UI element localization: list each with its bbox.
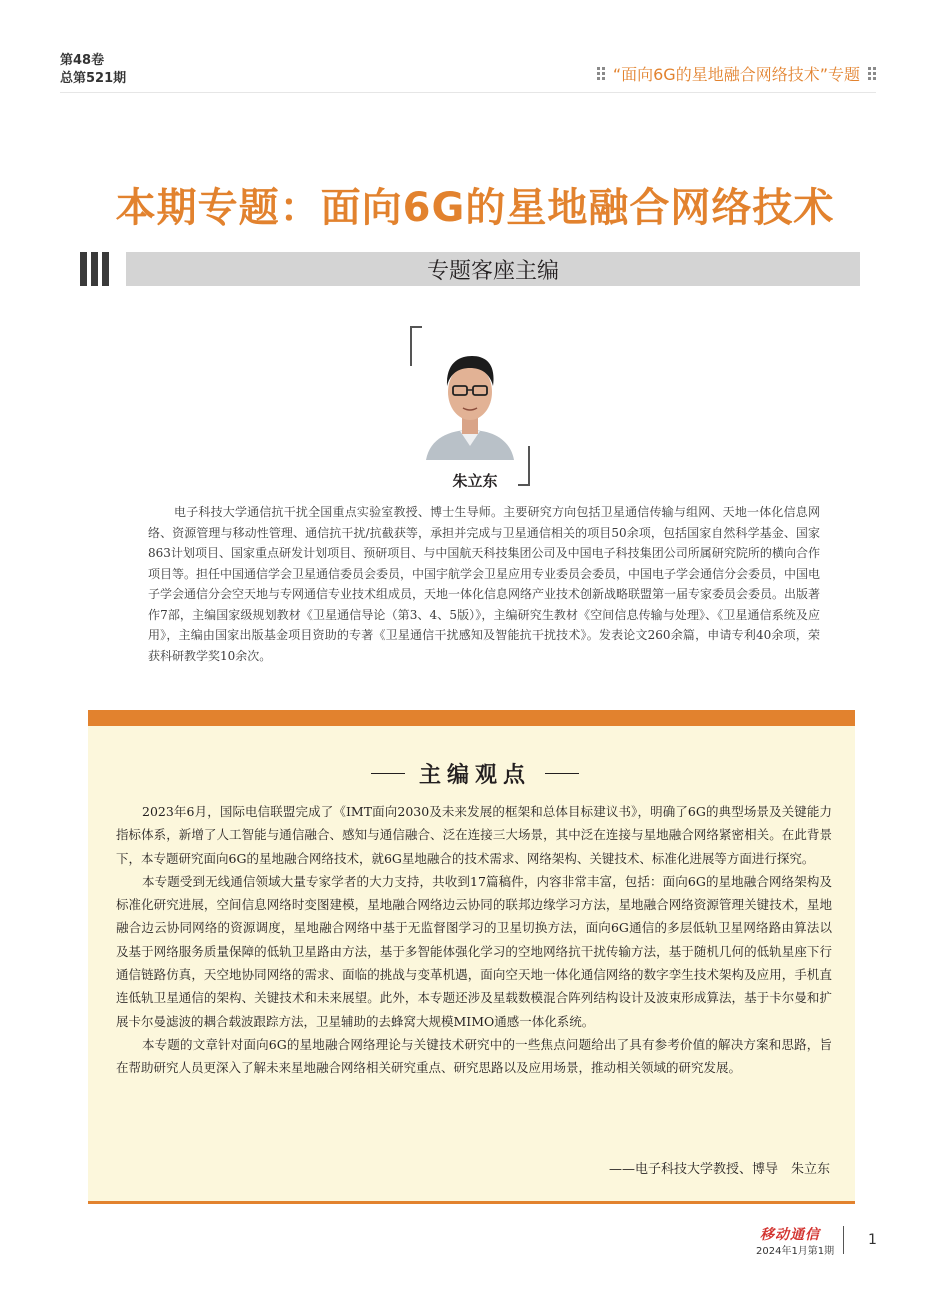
section-band — [126, 252, 860, 286]
viewpoint-signature: ——电子科技大学教授、博导 朱立东 — [608, 1162, 830, 1177]
footer-divider — [843, 1226, 844, 1254]
volume-label: 第48卷 — [60, 53, 105, 68]
viewpoint-text — [116, 800, 832, 1080]
viewpoint-paragraph: 本专题受到无线通信领域大量专家学者的大力支持，共收到17篇稿件，内容非常丰富，包括：面向6G的星地融合网络架构及标准化研究进展，空间信息网络时变图建模，星地融合网络边云协同的联邦边缘学习方法，星地融合网络资源管理关键技术，星地融合边云协同网络的资源调度，星地融合网络中基于无监督图学习的卫星切换方法，面向6G通信的多层低轨卫星网络路由算法以及基于网络服务质量保障的低轨卫星路由方法，基于多智能体强化学习的空地网络抗干扰传输方法，基于随机几何的低轨星座下行通信链路仿真，天空地协同网络的需求、面临的挑战与变革机遇，面向空天地一体化通信网络的数字孪生技术架构及应用，手机直连低轨卫星通信的架构、关键技术和未来展望。此外，本专题还涉及星载数模混合阵列结构设计及波束形成算法，基于卡尔曼和扩展卡尔曼滤波的耦合载波跟踪方法，卫星辅助的去蜂窝大规模MIMO通感一体化系统。 — [116, 873, 832, 1029]
heading-rule — [545, 773, 579, 774]
viewpoint-heading — [0, 758, 950, 789]
total-issue-label: 总第521期 — [60, 71, 127, 86]
dots-ornament-icon — [868, 67, 876, 80]
running-header-left — [60, 52, 126, 88]
viewpoint-title: 主编观点 — [418, 763, 531, 788]
column-title: “面向6G的星地融合网络技术”专题 — [612, 65, 860, 84]
box-bottom-bar — [88, 1201, 855, 1204]
running-header-right — [597, 62, 876, 85]
issue-date: 2024年1月第1期 — [756, 1246, 835, 1257]
editor-name: 朱立东 — [452, 472, 498, 490]
header-divider — [60, 92, 876, 93]
editor-bio: 电子科技大学通信抗干扰全国重点实验室教授、博士生导师。主要研究方向包括卫星通信传输与组网、天地一体化信息网络、资源管理与移动性管理、通信抗干扰/抗截获等，承担并完成与卫星通信相关的项目50余项，包括国家自然科学基金、国家863计划项目、国家重点研发计划项目、预研项目、与中国航天科技集团公司及中国电子科技集团公司所属研究院所的横向合作项目等。担任中国通信学会卫星通信委员会委员，中国宇航学会卫星应用专业委员会委员，中国电子学会通信分会委员，中国电子学会通信分会空天地与专网通信专业技术组成员，天地一体化信息网络产业技术创新战略联盟第一届专家委员会委员。出版著作7部，主编国家级规划教材《卫星通信导论（第3、4、5版）》，主编研究生教材《空间信息传输与处理》、《卫星通信系统及应用》，主编由国家出版基金项目资助的专著《卫星通信干扰感知及智能抗干扰技术》。发表论文260余篇，申请专利40余项，荣获科研教学奖10余次。 — [148, 505, 821, 663]
section-label: 专题客座主编 — [426, 258, 559, 284]
editor-portrait — [420, 334, 520, 460]
dots-ornament-icon — [597, 67, 605, 80]
viewpoint-paragraph: 2023年6月，国际电信联盟完成了《IMT面向2030及未来发展的框架和总体目标建议书》，明确了6G的典型场景及关键能力指标体系，新增了人工智能与通信融合、感知与通信融合、泛在连接三大场景，其中泛在连接与星地融合网络紧密相关。在此背景下，本专题研究面向6G的星地融合网络技术，就6G星地融合的技术需求、网络架构、关键技术、标准化进展等方面进行探究。 — [116, 804, 832, 866]
journal-brand: 移动通信 — [760, 1227, 820, 1243]
heading-rule — [371, 773, 405, 774]
bars-ornament-icon — [80, 252, 109, 286]
page-title: 本期专题：面向6G的星地融合网络技术 — [115, 185, 835, 231]
box-top-bar — [88, 710, 855, 726]
page-number: 1 — [868, 1232, 877, 1248]
viewpoint-paragraph: 本专题的文章针对面向6G的星地融合网络理论与关键技术研究中的一些焦点问题给出了具有参考价值的解决方案和思路，旨在帮助研究人员更深入了解未来星地融合网络相关研究重点、研究思路以及应用场景，推动相关领域的研究发展。 — [116, 1036, 832, 1076]
portrait-frame — [410, 326, 530, 486]
